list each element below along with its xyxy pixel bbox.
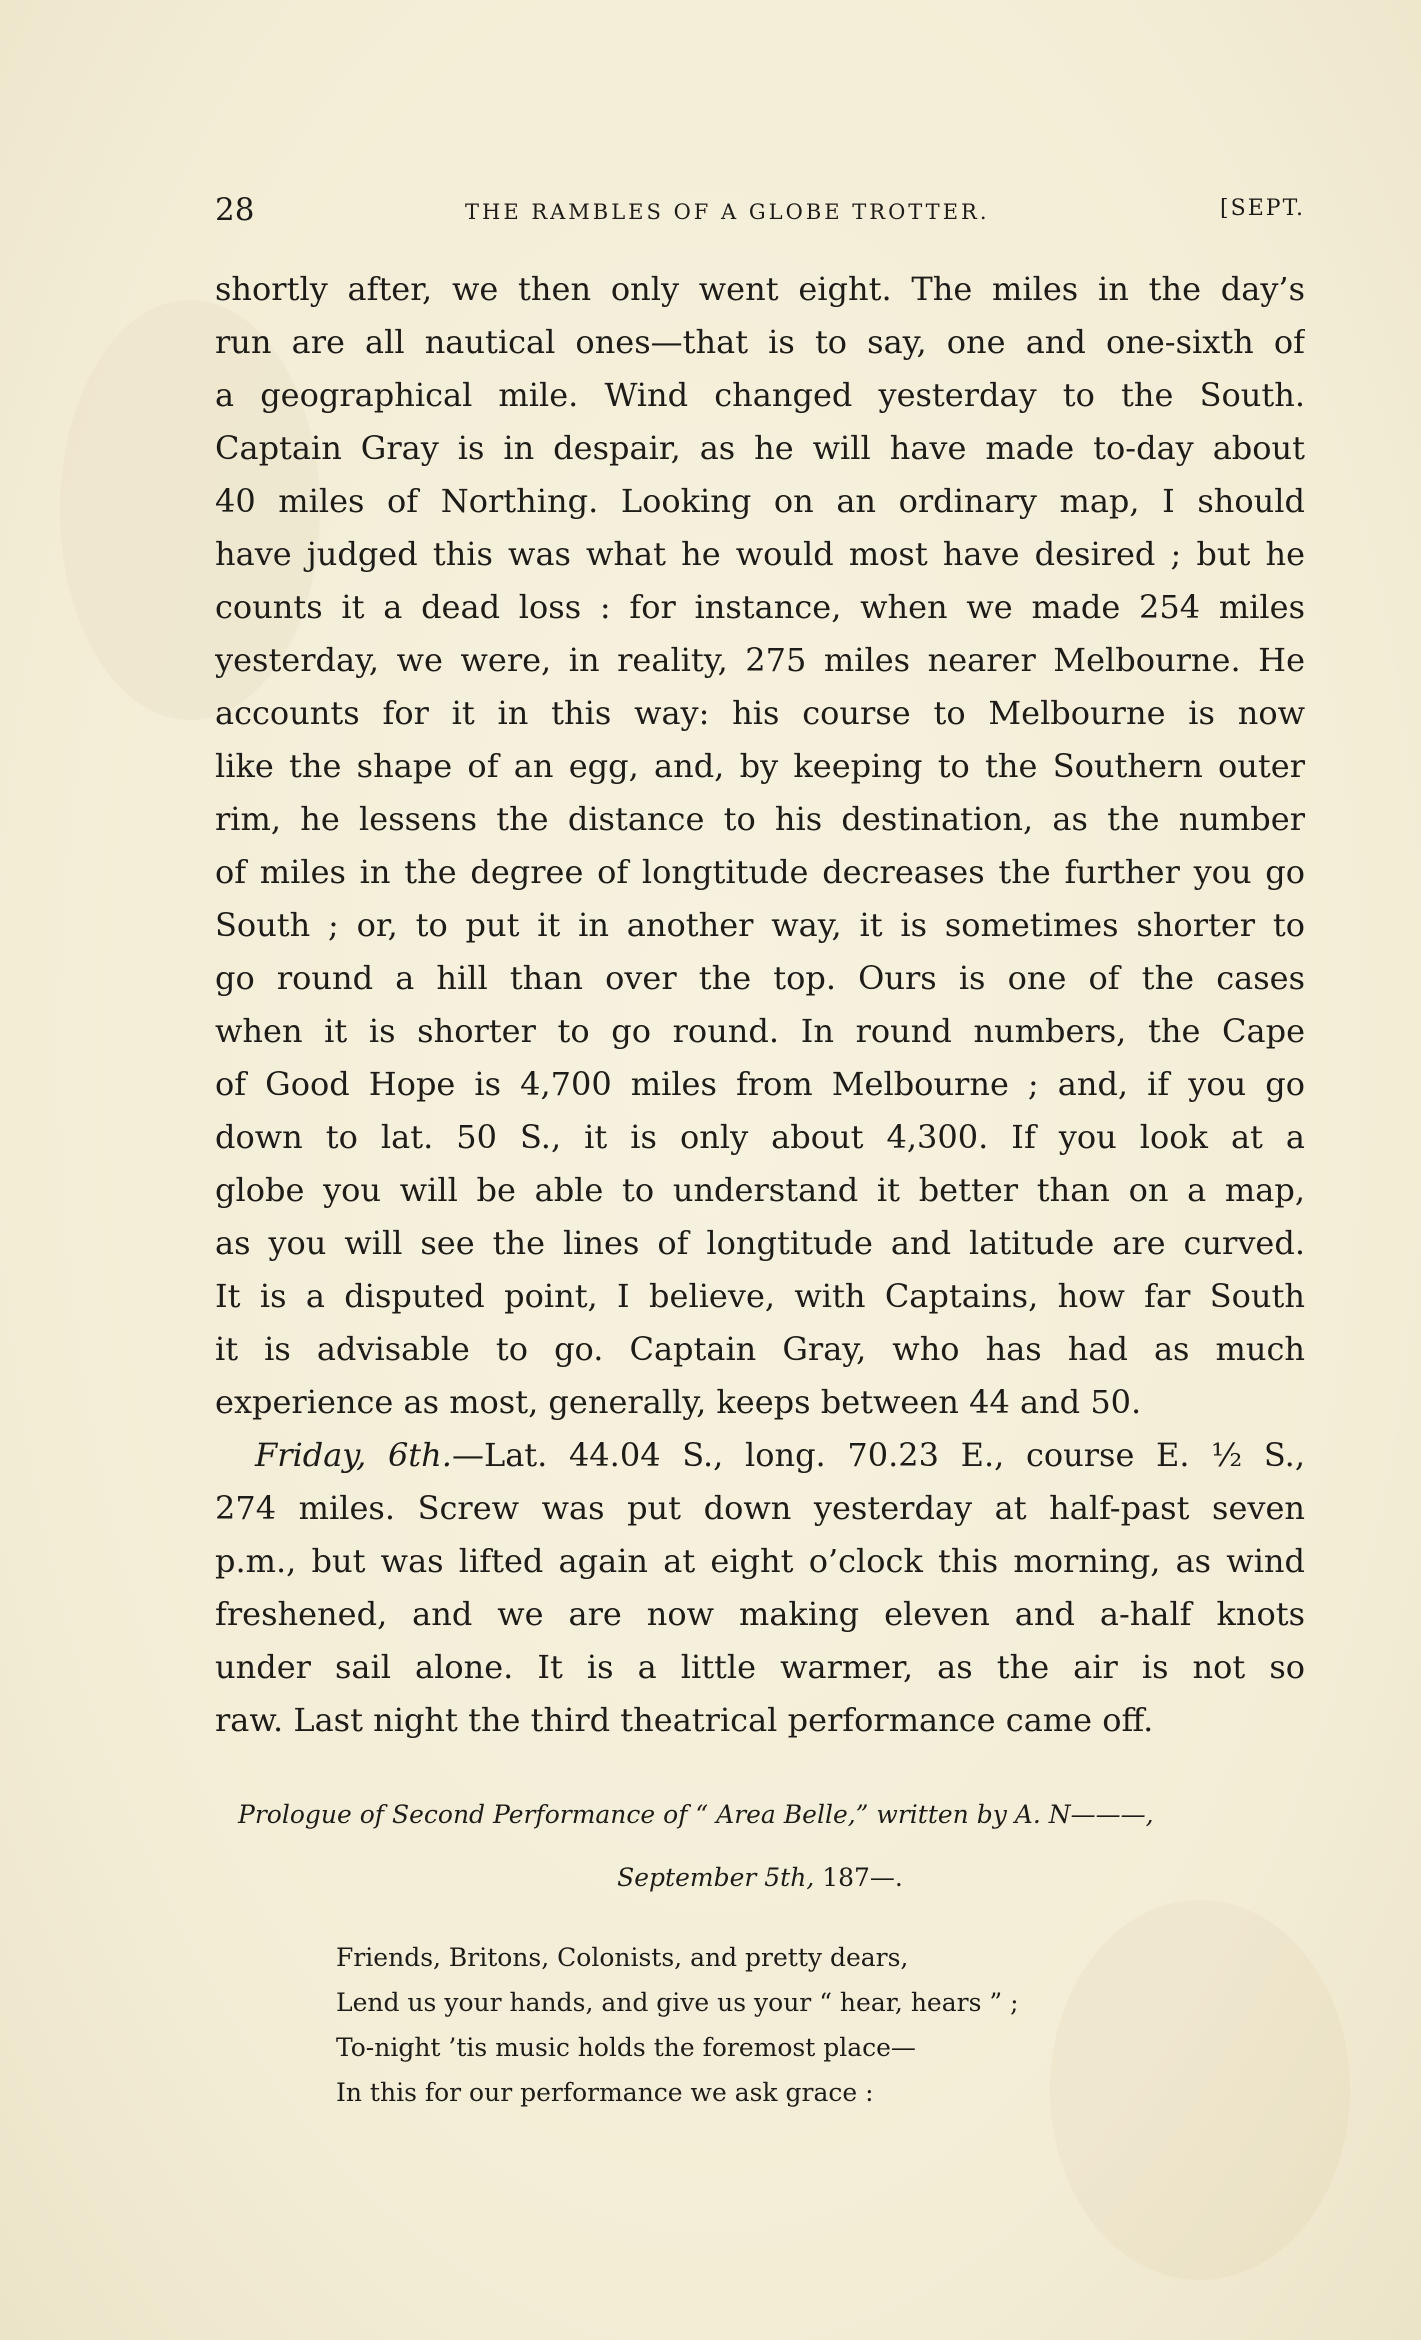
prologue-heading: [238, 1795, 1298, 1835]
entry-position: —Lat. 44.04 S., long. 70.23 E., course E. ½ S.,: [451, 1436, 1305, 1474]
poem-line: To-night ’tis music holds the foremost place—: [336, 2033, 916, 2062]
text-line: run are all nautical ones—that is to say, one and one-sixth of: [215, 323, 1305, 361]
text-line: 274 miles. Screw was put down yesterday at half-past seven: [215, 1489, 1305, 1527]
text-line: go round a hill than over the top. Ours is one of the cases: [215, 959, 1305, 997]
text-line: of Good Hope is 4,700 miles from Melbourne ; and, if you go: [215, 1065, 1305, 1103]
text-line: raw. Last night the third theatrical performance came off.: [215, 1701, 1154, 1739]
prologue-date: [215, 1858, 1305, 1898]
text-line: it is advisable to go. Captain Gray, who has had as much: [215, 1330, 1305, 1368]
running-title: THE RAMBLES OF A GLOBE TROTTER.: [465, 200, 990, 224]
prologue-title: Prologue of Second Performance of: [238, 1800, 688, 1829]
text-line: as you will see the lines of longtitude and latitude are curved.: [215, 1224, 1305, 1262]
poem-line: Friends, Britons, Colonists, and pretty dears,: [336, 1943, 909, 1972]
text-line: under sail alone. It is a little warmer, as the air is not so: [215, 1648, 1305, 1686]
running-month: [SEPT.: [1220, 196, 1305, 221]
text-line: have judged this was what he would most have desired ; but he: [215, 535, 1305, 573]
text-line: rim, he lessens the distance to his destination, as the number: [215, 800, 1305, 838]
text-line: a geographical mile. Wind changed yesterday to the South.: [215, 376, 1305, 414]
text-line: South ; or, to put it in another way, it is sometimes shorter to: [215, 906, 1305, 944]
body-text: [215, 263, 1305, 1747]
prologue-author: written by A. N———,: [876, 1800, 1154, 1829]
text-line: shortly after, we then only went eight. The miles in the day’s: [215, 270, 1305, 308]
text-line: of miles in the degree of longtitude decreases the further you go: [215, 853, 1305, 891]
text-line: freshened, and we are now making eleven and a-half knots: [215, 1595, 1305, 1633]
entry-day: Friday,: [255, 1436, 367, 1474]
poem: [336, 1935, 1236, 2115]
poem-line: Lend us your hands, and give us your “ hear, hears ” ;: [336, 1988, 1019, 2017]
text-line: like the shape of an egg, and, by keeping to the Southern outer: [215, 747, 1305, 785]
text-line: It is a disputed point, I believe, with Captains, how far South: [215, 1277, 1305, 1315]
diary-entry-heading-line: [215, 1429, 1305, 1482]
text-line: experience as most, generally, keeps between 44 and 50.: [215, 1383, 1142, 1421]
prologue-date-day: September 5th,: [617, 1863, 815, 1892]
prologue-play-title: “ Area Belle,”: [695, 1800, 869, 1829]
running-head: [215, 192, 1305, 232]
text-line: down to lat. 50 S., it is only about 4,300. If you look at a: [215, 1118, 1305, 1156]
text-line: 40 miles of Northing. Looking on an ordinary map, I should: [215, 482, 1305, 520]
entry-date: 6th.: [387, 1436, 452, 1474]
text-line: yesterday, we were, in reality, 275 miles nearer Melbourne. He: [215, 641, 1305, 679]
text-line: p.m., but was lifted again at eight o’clock this morning, as wind: [215, 1542, 1305, 1580]
text-line: Captain Gray is in despair, as he will have made to-day about: [215, 429, 1305, 467]
text-line: accounts for it in this way: his course to Melbourne is now: [215, 694, 1305, 732]
page-number: 28: [215, 192, 255, 228]
text-line: counts it a dead loss : for instance, when we made 254 miles: [215, 588, 1305, 626]
text-line: when it is shorter to go round. In round numbers, the Cape: [215, 1012, 1305, 1050]
prologue-date-year: 187—.: [822, 1863, 903, 1892]
poem-line: In this for our performance we ask grace :: [336, 2078, 874, 2107]
text-line: globe you will be able to understand it better than on a map,: [215, 1171, 1305, 1209]
